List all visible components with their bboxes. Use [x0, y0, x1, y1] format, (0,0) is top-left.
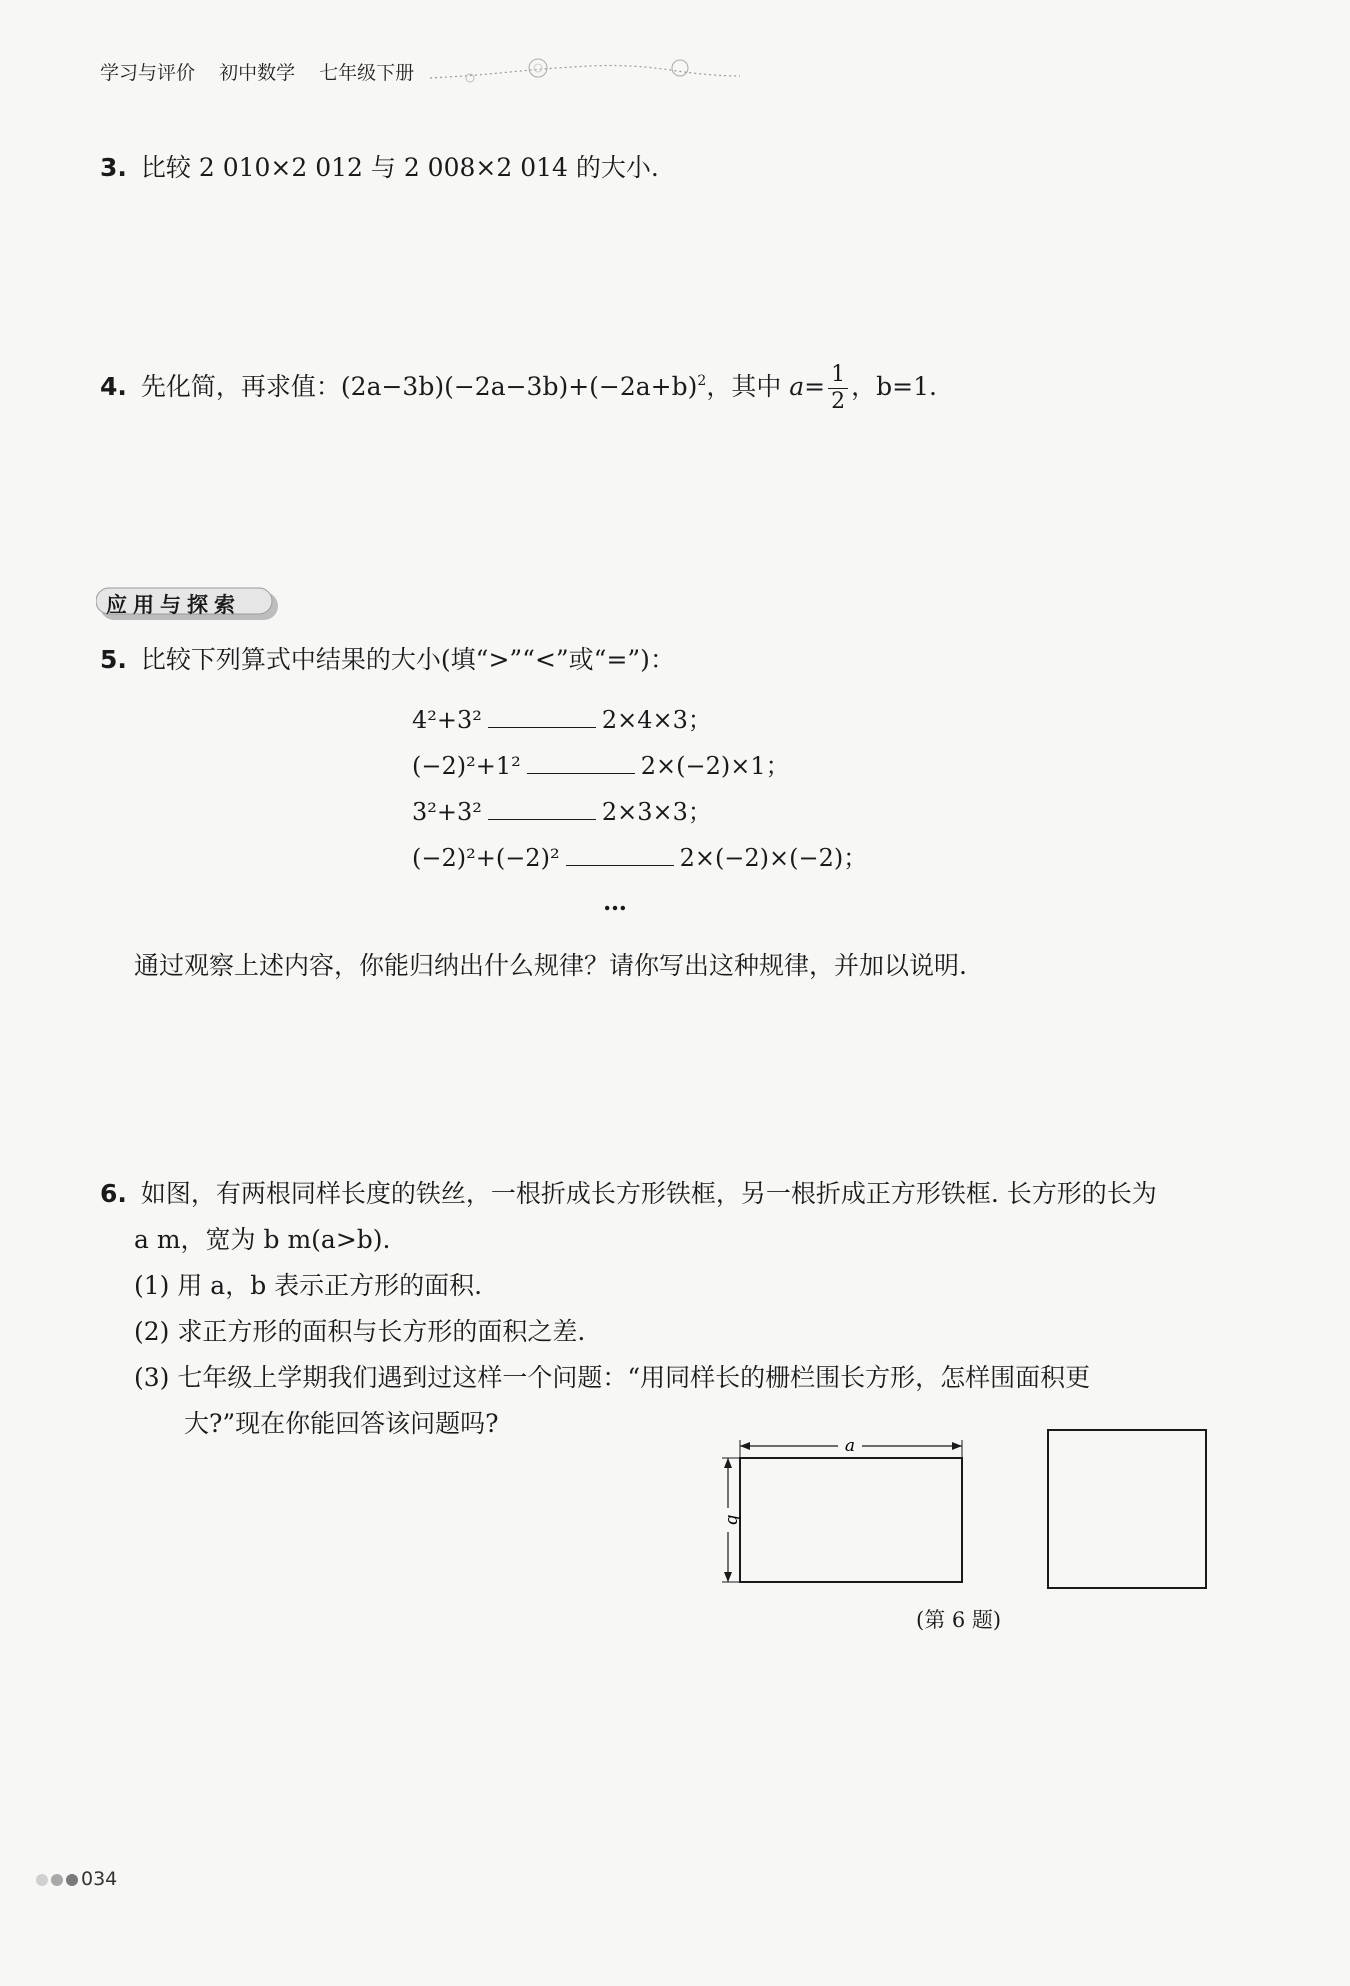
square-frame	[1048, 1430, 1206, 1588]
answer-blank[interactable]	[488, 705, 596, 728]
question-4-mid: ，其中	[706, 372, 790, 401]
question-4-equals: =	[804, 372, 826, 401]
dot-icon	[36, 1874, 48, 1886]
question-6-sub-3: (3) 七年级上学期我们遇到过这样一个问题：“用同样长的栅栏围长方形，怎样围面积更	[134, 1363, 1091, 1392]
question-6-number: 6.	[100, 1179, 127, 1208]
figure-caption: (第 6 题)	[916, 1608, 1002, 1632]
question-4-var-a: a	[789, 372, 805, 401]
comparison-right: 2×4×3；	[601, 706, 712, 734]
question-4-number: 4.	[100, 372, 127, 401]
question-3-text: 比较 2 010×2 012 与 2 008×2 014 的大小.	[140, 153, 659, 182]
label-a: a	[844, 1436, 856, 1456]
header-level: 初中数学	[219, 62, 296, 84]
comparison-row	[412, 840, 867, 876]
comparison-left: (−2)²+1²	[412, 752, 521, 780]
question-4-expression: (2a−3b)(−2a−3b)+(−2a+b)	[340, 372, 698, 401]
dot-icon	[66, 1874, 78, 1886]
header-decoration	[430, 54, 740, 88]
question-4-prefix: 先化简，再求值：	[140, 372, 341, 401]
rectangle-frame	[740, 1458, 962, 1582]
header-book: 学习与评价	[100, 62, 196, 84]
question-5-number: 5.	[100, 645, 127, 674]
page-header	[100, 58, 432, 85]
dot-icon	[51, 1874, 63, 1886]
fraction-denominator: 2	[831, 389, 846, 414]
comparison-right: 2×(−2)×(−2)；	[679, 844, 868, 872]
question-5-followup: 通过观察上述内容，你能归纳出什么规律？请你写出这种规律，并加以说明.	[134, 951, 967, 980]
question-3-number: 3.	[100, 153, 127, 182]
comparison-row	[412, 702, 712, 738]
comparison-left: 3²+3²	[412, 798, 482, 826]
question-5-text: 比较下列算式中结果的大小(填“>”“<”或“=”)：	[140, 645, 675, 674]
fraction-numerator: 1	[828, 362, 848, 389]
question-6-line-2: a m，宽为 b m(a>b).	[134, 1225, 391, 1254]
comparison-left: 4²+3²	[412, 706, 482, 734]
page-number	[36, 1868, 117, 1890]
question-5	[100, 642, 675, 678]
question-6-sub-2: (2) 求正方形的面积与长方形的面积之差.	[134, 1317, 586, 1346]
comparison-right: 2×(−2)×1；	[640, 752, 790, 780]
comparison-left: (−2)²+(−2)²	[412, 844, 560, 872]
question-4-square: 2	[697, 373, 707, 389]
label-b: b	[723, 1514, 743, 1526]
question-4-fraction	[828, 362, 848, 415]
header-grade: 七年级下册	[319, 62, 415, 84]
answer-blank[interactable]	[527, 751, 635, 774]
question-6-sub-1: (1) 用 a，b 表示正方形的面积.	[134, 1271, 483, 1300]
rectangle-figure	[710, 1428, 980, 1588]
comparison-right: 2×3×3；	[601, 798, 712, 826]
question-6-sub-3-cont: 大?”现在你能回答该问题吗?	[184, 1409, 499, 1438]
comparison-row	[412, 748, 790, 784]
page-number-text: 034	[81, 1868, 118, 1890]
section-title: 应用与探索	[106, 593, 241, 617]
answer-blank[interactable]	[488, 797, 596, 820]
question-6-text: 如图，有两根同样长度的铁丝，一根折成长方形铁框，另一根折成正方形铁框. 长方形的长为	[140, 1179, 1157, 1208]
answer-blank[interactable]	[566, 843, 674, 866]
question-3	[100, 150, 659, 186]
square-figure	[1044, 1426, 1210, 1592]
question-6-line-1	[100, 1176, 1157, 1212]
question-4-suffix: ，b=1.	[851, 372, 937, 401]
question-4	[100, 362, 937, 415]
comparison-row	[412, 794, 712, 830]
ellipsis: …	[603, 887, 627, 916]
